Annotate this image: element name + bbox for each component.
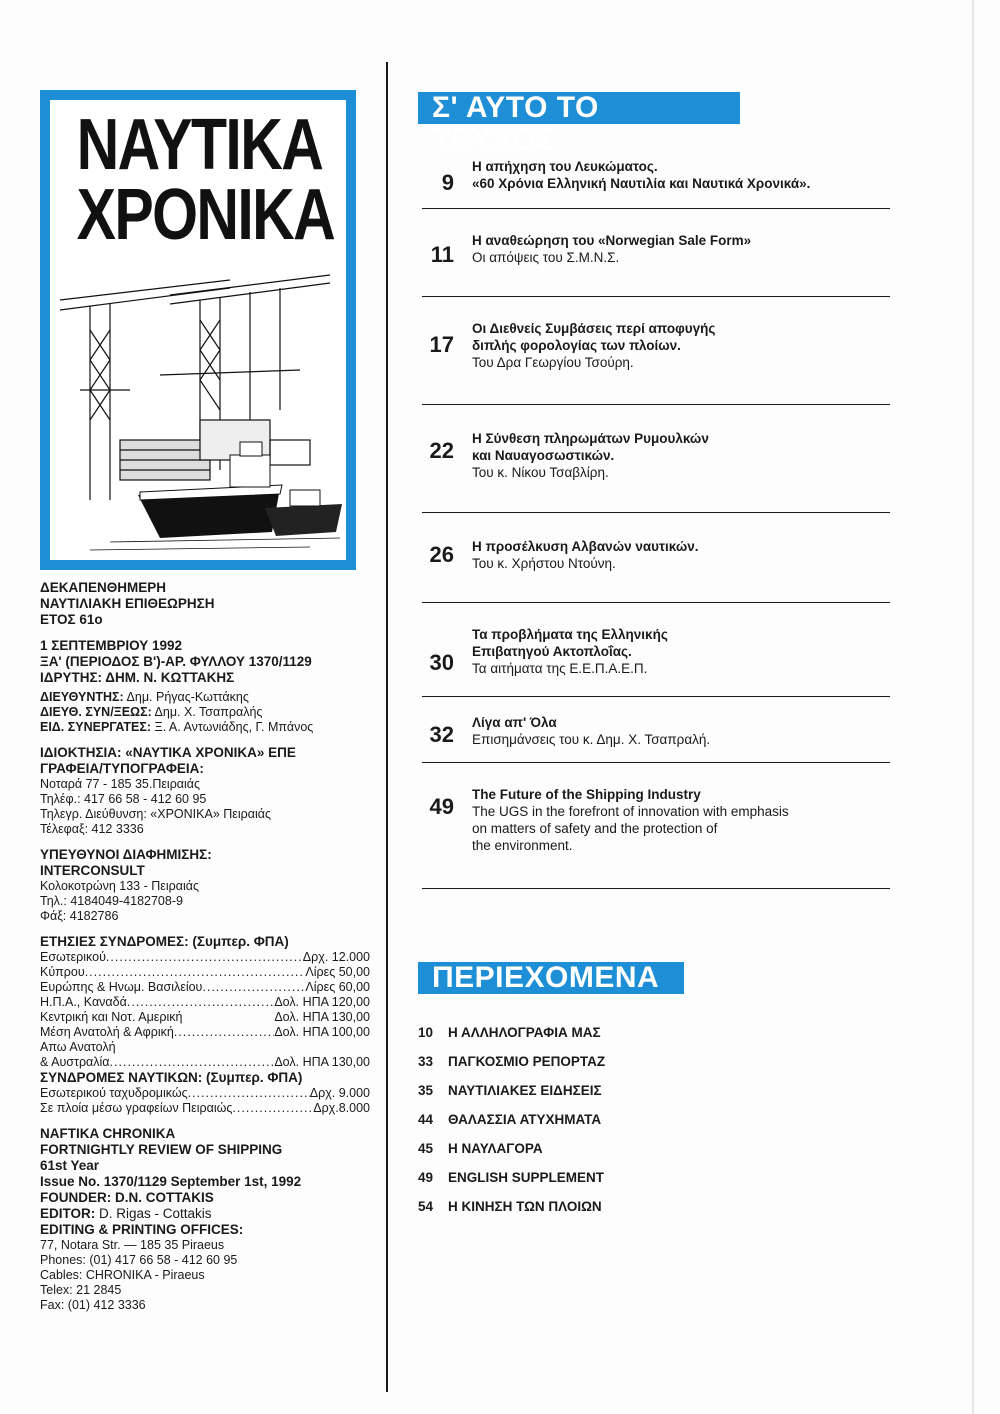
contents-page: 45 [418, 1141, 434, 1156]
in-this-issue-heading: Σ' ΑΥΤΟ ΤΟ ΤΕΥΧΟΣ [418, 92, 740, 124]
en-founder: FOUNDER: D.N. COTTAKIS [40, 1190, 214, 1205]
toc-title: Η αναθεώρηση του «Norwegian Sale Form» [472, 233, 752, 248]
mast-ads-phone: Τηλ.: 4184049-4182708-9 [40, 894, 183, 908]
subs-row [40, 980, 370, 995]
contents-item [418, 1105, 718, 1134]
toc-sub: Του κ. Χρήστου Ντούνη. [472, 556, 616, 571]
toc-title: Η Σύνθεση πληρωμάτων Ρυμουλκών [472, 431, 709, 446]
cover-frame [40, 90, 356, 570]
toc-rule [422, 602, 890, 603]
toc-sub: Του Δρα Γεωργίου Τσούρη. [472, 355, 634, 370]
mast-director: Δημ. Ρήγας-Κωττάκης [126, 690, 249, 704]
contents-item [418, 1192, 718, 1221]
toc-page: 17 [429, 332, 454, 357]
toc-page: 9 [441, 170, 454, 195]
contents-label: Η ΚΙΝΗΣΗ ΤΩΝ ΠΛΟΙΩΝ [448, 1199, 602, 1214]
seamen-label: Εσωτερικού ταχυδρομικώς [40, 1086, 188, 1100]
mast-seamen-heading [40, 1070, 370, 1086]
mast-cable: Τηλεγρ. Διεύθυνση: «ΧΡΟΝΙΚΑ» Πειραιάς [40, 807, 271, 821]
contents-item [418, 1018, 718, 1047]
contents-label: ΠΑΓΚΟΣΜΙΟ ΡΕΠΟΡΤΑΖ [448, 1054, 606, 1069]
mast-date: 1 ΣΕΠΤΕΜΒΡΙΟΥ 1992 [40, 638, 183, 653]
seamen-label: Σε πλοία μέσω γραφείων Πειραιώς [40, 1101, 233, 1115]
toc-text [472, 786, 890, 854]
en-issue: Issue No. 1370/1129 September 1st, 1992 [40, 1174, 302, 1189]
seamen-value: Δρχ. 9.000 [309, 1086, 370, 1100]
toc-rule [422, 888, 890, 889]
subs-row [40, 1055, 370, 1070]
en-title: NAFTIKA CHRONIKA [40, 1126, 176, 1141]
contents-item [418, 1047, 718, 1076]
toc-sub: The UGS in the forefront of innovation with emphasis [472, 804, 789, 819]
subs-value: Δολ. ΗΠΑ 100,00 [274, 1025, 370, 1039]
contents-label: ΘΑΛΑΣΣΙΑ ΑΤΥΧΗΜΑΤΑ [448, 1112, 602, 1127]
mast-type-line1: ΔΕΚΑΠΕΝΘΗΜΕΡΗ [40, 580, 166, 595]
toc-page: 49 [429, 794, 454, 819]
subs-row [40, 1010, 370, 1025]
mast-seamen-note: (Συμπερ. ΦΠΑ) [206, 1070, 303, 1085]
cover-title [76, 105, 335, 255]
toc-page: 32 [429, 722, 454, 747]
toc-text [472, 232, 890, 266]
mast-contrib-line [40, 720, 370, 735]
mast-ads-fax: Φάξ: 4182786 [40, 909, 119, 923]
toc-title: Τα προβλήματα της Ελληνικής [472, 627, 668, 642]
subs-label: Η.Π.Α., Καναδά [40, 995, 127, 1009]
contents-label: Η ΝΑΥΛΑΓΟΡΑ [448, 1141, 543, 1156]
toc-sub: Του κ. Νίκου Τσαβλίρη. [472, 465, 609, 480]
toc-page: 11 [430, 242, 454, 267]
far-east-value: Δολ. ΗΠΑ 130,00 [274, 1055, 370, 1069]
toc-rule [422, 762, 890, 763]
toc-rule [422, 208, 890, 209]
toc-title2: διπλής φορολογίας των πλοίων. [472, 338, 681, 353]
contents-item [418, 1076, 718, 1105]
mast-editor-label: ΔΙΕΥΘ. ΣΥΝ/ΞΕΩΣ: [40, 705, 152, 719]
contents-label: ΝΑΥΤΙΛΙΑΚΕΣ ΕΙΔΗΣΕΙΣ [448, 1083, 602, 1098]
contents-page: 49 [418, 1170, 434, 1185]
toc-page: 22 [429, 438, 454, 463]
masthead [40, 580, 370, 1323]
mast-subs-heading [40, 934, 370, 950]
toc-entry [418, 714, 890, 766]
toc-title: Η απήχηση του Λευκώματος. [472, 159, 658, 174]
toc-sub: Τα αιτήματα της Ε.Ε.Π.Α.Ε.Π. [472, 661, 648, 676]
subs-row [40, 950, 370, 965]
cover-title-line2: ΧΡΟΝΙΚΑ [76, 175, 335, 255]
toc-entry [418, 232, 890, 300]
en-phones: Phones: (01) 417 66 58 - 412 60 95 [40, 1253, 238, 1267]
toc-rule [422, 512, 890, 513]
mast-year: ΕΤΟΣ 61ο [40, 612, 103, 627]
toc-sub: Επισημάνσεις του κ. Δημ. Χ. Τσαπραλή. [472, 732, 711, 747]
toc-entry [418, 158, 890, 210]
toc-title: Οι Διεθνείς Συμβάσεις περί αποφυγής [472, 321, 716, 336]
mast-contrib: Ξ. Α. Αντωνιάδης, Γ. Μπάνος [154, 720, 314, 734]
subs-label: Κεντρική και Νοτ. Αμερική [40, 1010, 183, 1024]
subs-label: Κύπρου [40, 965, 85, 979]
far-east-line2: & Αυστραλία [40, 1055, 110, 1069]
toc-text [472, 320, 890, 371]
cover-title-line1: ΝΑΥΤΙΚΑ [76, 105, 323, 185]
subs-row [40, 1025, 370, 1040]
contents-item [418, 1163, 718, 1192]
mast-issue: ΞΑ' (ΠΕΡΙΟΔΟΣ Β')-ΑΡ. ΦΥΛΛΟΥ 1370/1129 [40, 654, 312, 669]
en-fax: Fax: (01) 412 3336 [40, 1298, 146, 1312]
port-cranes-ship-illustration [50, 270, 346, 560]
subs-label: Ευρώπης & Ηνωμ. Βασιλείου [40, 980, 203, 994]
toc-entry [418, 430, 890, 520]
mast-contrib-label: ΕΙΔ. ΣΥΝΕΡΓΑΤΕΣ: [40, 720, 152, 734]
contents-page: 44 [418, 1112, 434, 1127]
column-divider [386, 62, 388, 1392]
mast-fax: Τέλεφαξ: 412 3336 [40, 822, 144, 836]
toc-sub2: on matters of safety and the protection of [472, 821, 718, 836]
mast-director-label: ΔΙΕΥΘΥΝΤΗΣ: [40, 690, 124, 704]
mast-phone: Τηλέφ.: 417 66 58 - 412 60 95 [40, 792, 207, 806]
contents-heading: ΠΕΡΙΕΧΟΜΕΝΑ [418, 962, 684, 994]
toc-text [472, 714, 890, 748]
subs-row [40, 995, 370, 1010]
toc-page: 26 [429, 542, 454, 567]
toc-text [472, 430, 890, 481]
subs-row [40, 965, 370, 980]
contents-list [418, 1018, 718, 1221]
toc-title: Η προσέλκυση Αλβανών ναυτικών. [472, 539, 699, 554]
mast-address: Νοταρά 77 - 185 35.Πειραιάς [40, 777, 201, 791]
contents-page: 35 [418, 1083, 434, 1098]
mast-ads-label: ΥΠΕΥΘΥΝΟΙ ΔΙΑΦΗΜΙΣΗΣ: [40, 847, 212, 862]
contents-label: ENGLISH SUPPLEMENT [448, 1170, 605, 1185]
en-cables: Cables: CHRONIKA - Piraeus [40, 1268, 205, 1282]
toc-entry [418, 626, 890, 702]
subs-value: Λίρες 60,00 [305, 980, 370, 994]
subs-label: Μέση Ανατολή & Αφρική [40, 1025, 174, 1039]
toc-page: 30 [429, 650, 454, 675]
toc-title: Λίγα απ' Όλα [472, 715, 557, 730]
mast-subs-note: (Συμπερ. ΦΠΑ) [192, 934, 289, 949]
toc-title2: «60 Χρόνια Ελληνική Ναυτιλία και Ναυτικά Χρονικά». [472, 176, 811, 191]
subs-value: Δολ. ΗΠΑ 120,00 [274, 995, 370, 1009]
mast-editor-line [40, 705, 370, 720]
en-subtitle: FORTNIGHTLY REVIEW OF SHIPPING [40, 1142, 283, 1157]
toc-text [472, 626, 890, 677]
toc-text [472, 538, 890, 572]
mast-type-line2: ΝΑΥΤΙΛΙΑΚΗ ΕΠΙΘΕΩΡΗΣΗ [40, 596, 215, 611]
en-address: 77, Notara Str. — 185 35 Piraeus [40, 1238, 225, 1252]
page-edge [972, 0, 974, 1414]
mast-subs-label: ΕΤΗΣΙΕΣ ΣΥΝΔΡΟΜΕΣ: [40, 934, 189, 949]
seamen-row [40, 1101, 370, 1116]
toc-entry [418, 786, 890, 892]
en-year: 61st Year [40, 1158, 100, 1173]
contents-item [418, 1134, 718, 1163]
toc-entry [418, 320, 890, 410]
toc-title: The Future of the Shipping Industry [472, 787, 701, 802]
mast-ads-address: Κολοκοτρώνη 133 - Πειραιάς [40, 879, 199, 893]
subs-value: Δολ. ΗΠΑ 130,00 [274, 1010, 370, 1024]
subs-value: Δρχ. 12.000 [302, 950, 370, 964]
toc-entry [418, 538, 890, 608]
en-telex: Telex: 21 2845 [40, 1283, 122, 1297]
toc-rule [422, 296, 890, 297]
contents-page: 33 [418, 1054, 434, 1069]
toc-title2: Επιβατηγού Ακτοπλοΐας. [472, 644, 632, 659]
toc-title2: και Ναυαγοσωστικών. [472, 448, 615, 463]
en-editor-label: EDITOR: [40, 1206, 96, 1221]
far-east-line1: Απω Ανατολή [40, 1040, 116, 1054]
mast-seamen-label: ΣΥΝΔΡΟΜΕΣ ΝΑΥΤΙΚΩΝ: [40, 1070, 203, 1085]
mast-ads-company: INTERCONSULT [40, 863, 145, 878]
toc-sub3: the environment. [472, 838, 573, 853]
mast-founder: ΙΔΡΥΤΗΣ: ΔΗΜ. Ν. ΚΩΤΤΑΚΗΣ [40, 670, 235, 685]
en-editor: D. Rigas - Cottakis [99, 1206, 212, 1221]
mast-director-line [40, 690, 370, 705]
toc-rule [422, 404, 890, 405]
en-editor-line [40, 1206, 370, 1222]
contents-page: 10 [418, 1025, 434, 1040]
seamen-value: Δρχ.8.000 [313, 1101, 370, 1115]
contents-label: Η ΑΛΛΗΛΟΓΡΑΦΙΑ ΜΑΣ [448, 1025, 601, 1040]
mast-offices-label: ΓΡΑΦΕΙΑ/ΤΥΠΟΓΡΑΦΕΙΑ: [40, 761, 204, 776]
toc-rule [422, 696, 890, 697]
subs-label: Εσωτερικού [40, 950, 106, 964]
seamen-row [40, 1086, 370, 1101]
mast-editor: Δημ. Χ. Τσαπραλής [154, 705, 263, 719]
cover-inner [50, 100, 346, 560]
en-offices: EDITING & PRINTING OFFICES: [40, 1222, 244, 1237]
subs-value: Λίρες 50,00 [305, 965, 370, 979]
contents-page: 54 [418, 1199, 434, 1214]
mast-owner: ΙΔΙΟΚΤΗΣΙΑ: «ΝΑΥΤΙΚΑ ΧΡΟΝΙΚΑ» ΕΠΕ [40, 745, 296, 760]
toc-sub: Οι απόψεις του Σ.Μ.Ν.Σ. [472, 250, 620, 265]
toc-text [472, 158, 890, 192]
